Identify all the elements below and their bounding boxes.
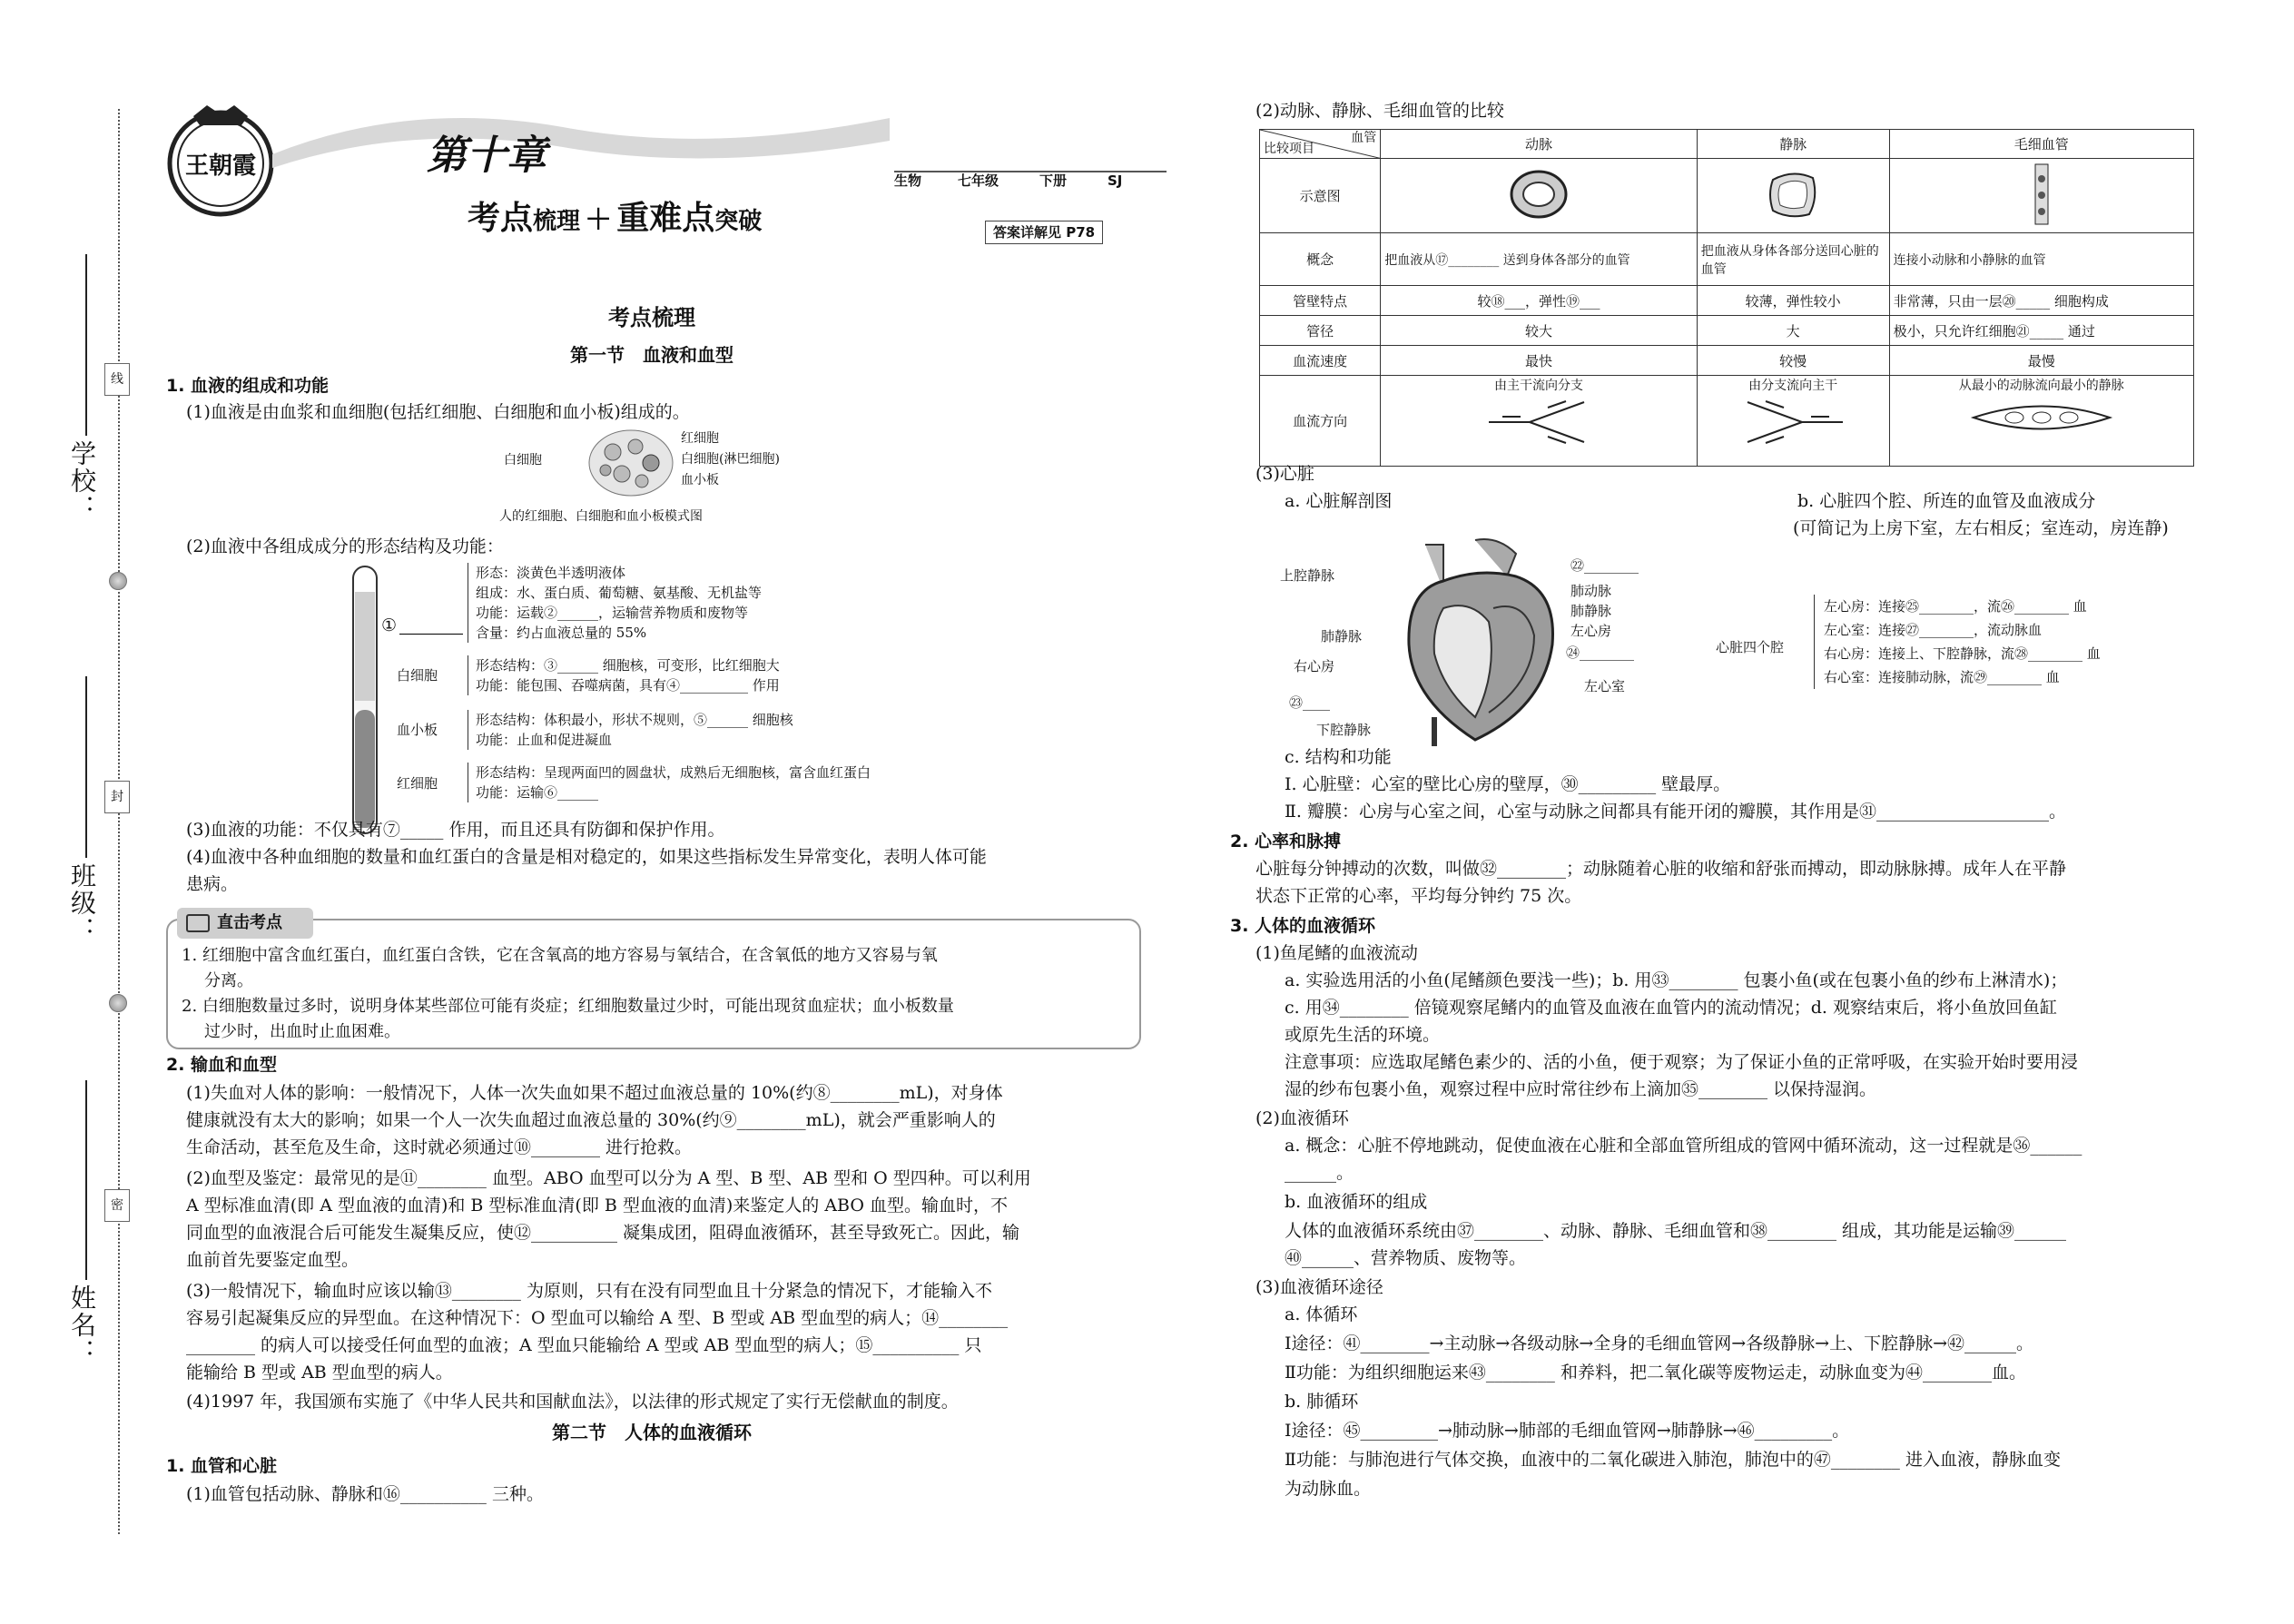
paragraph: Ⅰ途径：㊶________→主动脉→各级动脉→全身的毛细血管网→各级静脉→上、下腔静脉→㊷______。 <box>1285 1334 2034 1353</box>
paragraph: Ⅰ. 心脏壁：心室的壁比心房的壁厚，㉚_________ 壁最厚。 <box>1285 774 1731 794</box>
figure-caption: 人的红细胞、白细胞和血小板模式图 <box>499 509 703 524</box>
label-white-cell: 白细胞 <box>504 453 542 468</box>
row-label: 管径 <box>1260 316 1381 346</box>
paragraph: 湿的纱布包裹小鱼，观察过程中应时常往纱布上滴加㉟________ 以保持湿润。 <box>1285 1079 1877 1099</box>
paragraph: Ⅱ. 瓣膜：心房与心室之间，心室与动脉之间都具有能开闭的瓣膜，其作用是㉛____________________。 <box>1285 802 2066 822</box>
wbc-details: 形态结构：③______ 细胞核，可变形，比红细胞大 功能：能包围、吞噬病菌，具有④__________ 作用 <box>468 655 780 695</box>
paragraph: (1)失血对人体的影响：一般情况下，人体一次失血如果不超过血液总量的 10%(约⑧________mL)，对身体 <box>186 1083 1003 1103</box>
paragraph: (4)血液中各种血细胞的数量和血红蛋白的含量是相对稳定的，如果这些指标发生异常变化，表明人体可能 <box>186 847 987 867</box>
paragraph: 同血型的血液混合后可能发生凝集反应，使⑫__________ 凝集成团，阻碍血液循环，甚至导致死亡。因此，输 <box>186 1223 1020 1243</box>
paragraph: 生命活动，甚至危及生命，这时就必须通过⑩________ 进行抢救。 <box>186 1137 693 1157</box>
blood-cells-figure <box>586 427 676 499</box>
hole-icon <box>109 572 127 590</box>
paragraph: b. 肺循环 <box>1285 1392 1359 1412</box>
artery-flow-cell: 由主干流向分支 <box>1381 376 1697 467</box>
row-label: 示意图 <box>1260 159 1381 233</box>
vein-flow-cell: 由分支流向主干 <box>1697 376 1889 467</box>
rbc-details: 形态结构：呈现两面凹的圆盘状，成熟后无细胞核，富含血红蛋白 功能：运输⑥______ <box>468 763 871 802</box>
paragraph: 或原先生活的环境。 <box>1285 1025 1441 1045</box>
label-left-ventricle: 左心室 <box>1584 678 1626 694</box>
paragraph: 患病。 <box>186 874 239 894</box>
tip-text: 分离。 <box>204 971 253 990</box>
page-subtitle: 考点梳理 ＋ 重难点突破 <box>468 200 763 237</box>
label-inferior-vena-cava: 下腔静脉 <box>1316 722 1372 738</box>
artery-diagram <box>1381 159 1697 233</box>
heading-blood-composition: 1. 血液的组成和功能 <box>166 376 330 396</box>
paragraph: (2)血型及鉴定：最常见的是⑪________ 血型。ABO 血型可以分为 A 型、B 型、AB 型和 O 型四种。可以利用 <box>186 1168 1031 1188</box>
heading-circulation: 3. 人体的血液循环 <box>1230 916 1376 936</box>
label-blank-23: ㉓____ <box>1289 694 1331 711</box>
paragraph: (4)1997 年，我国颁布实施了《中华人民共和国献血法》，以法律的形式规定了实行无偿献血的制度。 <box>186 1392 959 1412</box>
table-cell: 较⑱___，弹性⑲___ <box>1381 286 1697 316</box>
section1-title: 第一节 血液和血型 <box>570 344 733 366</box>
school-field[interactable] <box>85 254 87 436</box>
paragraph: (1)血液是由血浆和血细胞(包括红细胞、白细胞和血小板)组成的。 <box>186 402 690 422</box>
plasma-details: 形态：淡黄色半透明液体 组成：水、蛋白质、葡萄糖、氨基酸、无机盐等 功能：运载②______，运输营养物质和废物等 含量：约占血液总量的 55% <box>468 563 762 643</box>
label-lymphocyte: 白细胞(淋巴细胞) <box>681 452 780 467</box>
heart-mnemonic: (可简记为上房下室，左右相反；室连动，房连静) <box>1793 518 2169 538</box>
row-label: 血流速度 <box>1260 346 1381 376</box>
label-red-cell: 红细胞 <box>681 431 719 446</box>
heading-vessels: 1. 血管和心脏 <box>166 1456 278 1476</box>
table-cell: 最快 <box>1381 346 1697 376</box>
test-tube-figure <box>350 565 380 837</box>
table-cell: 较薄，弹性较小 <box>1697 286 1889 316</box>
label-superior-vena-cava: 上腔静脉 <box>1280 567 1335 584</box>
paragraph: a. 概念：心脏不停地跳动，促使血液在心脏和全部血管所组成的管网中循环流动，这一过程就是㊱______ <box>1285 1136 2082 1156</box>
label-pulmonary-artery: 肺动脉 <box>1570 583 1612 599</box>
column-header: 静脉 <box>1697 130 1889 159</box>
paragraph: c. 结构和功能 <box>1285 747 1392 767</box>
paragraph: 心脏每分钟搏动的次数，叫做㉜________；动脉随着心脏的收缩和舒张而搏动，即动脉脉搏。成年人在平静 <box>1255 859 2067 879</box>
name-label: 姓名： <box>67 1284 97 1366</box>
column-header: 动脉 <box>1381 130 1697 159</box>
chambers-label: 心脏四个腔 <box>1716 639 1785 655</box>
vein-diagram <box>1697 159 1889 233</box>
artery-icon <box>1507 167 1570 221</box>
section-title: 考点梳理 <box>608 305 695 330</box>
heading-heart-rate: 2. 心率和脉搏 <box>1230 832 1342 851</box>
paragraph: Ⅱ功能：为组织细胞运来㊸________ 和养料，把二氧化碳等废物运走，动脉血变为㊹________血。 <box>1285 1363 2026 1383</box>
table-corner-cell: 血管 比较项目 <box>1260 130 1381 159</box>
branching-arrow-icon <box>1484 395 1593 449</box>
tip-text: 1. 红细胞中富含血红蛋白，血红蛋白含铁，它在含氧高的地方容易与氧结合，在含氧低的地方又容易与氧 <box>182 946 938 965</box>
logo-text: 王朝霞 <box>184 153 256 180</box>
volume-tag: 下册 <box>1039 172 1068 189</box>
paragraph: (2)血液中各组成成分的形态结构及功能： <box>186 536 504 556</box>
paragraph: 注意事项：应选取尾鳍色素少的、活的小鱼，便于观察；为了保证小鱼的正常呼吸，在实验开始时要用浸 <box>1285 1052 2079 1072</box>
class-field[interactable] <box>85 676 87 858</box>
paragraph: (1)鱼尾鳍的血液流动 <box>1255 943 1418 963</box>
capillary-diagram <box>1889 159 2193 233</box>
plt-label: 血小板 <box>397 722 438 738</box>
school-label: 学校： <box>67 440 97 522</box>
paragraph: 健康就没有太大的影响；如果一个人一次失血超过血液总量的 30%(约⑨________mL)，就会严重影响人的 <box>186 1110 996 1130</box>
paragraph: Ⅰ途径：㊺_________→肺动脉→肺部的毛细血管网→肺静脉→㊻_________。 <box>1285 1421 1850 1441</box>
table-title: (2)动脉、静脉、毛细血管的比较 <box>1255 101 1504 121</box>
chapter-title: 第十章 <box>427 133 546 179</box>
paragraph: ______。 <box>1285 1163 1354 1183</box>
vein-icon <box>1766 167 1820 221</box>
vessel-comparison-table <box>1259 129 2194 467</box>
rbc-label: 红细胞 <box>397 775 438 792</box>
merging-arrow-icon <box>1738 395 1847 449</box>
table-cell: 把血液从⑰________ 送到身体各部分的血管 <box>1381 233 1697 286</box>
plt-details: 形态结构：体积最小，形状不规则，⑤______ 细胞核 功能：止血和促进凝血 <box>468 710 793 750</box>
paragraph: (3)血液循环途径 <box>1255 1277 1383 1297</box>
edition-tag: SJ <box>1108 172 1123 189</box>
answer-reference: 答案详解见 P78 <box>985 221 1103 244</box>
section2-title: 第二节 人体的血液循环 <box>552 1422 752 1443</box>
heart-diagram <box>1389 536 1570 749</box>
seal-mi: 密 <box>104 1189 130 1222</box>
hole-icon <box>109 994 127 1012</box>
paragraph: ㊵______、营养物质、废物等。 <box>1285 1248 1527 1268</box>
paragraph: a. 体循环 <box>1285 1304 1358 1324</box>
paragraph: 能输给 B 型或 AB 型血型的病人。 <box>186 1363 453 1383</box>
header-rule <box>894 171 1167 172</box>
class-label: 班级： <box>67 862 97 944</box>
paragraph: c. 用㉞________ 倍镜观察尾鳍内的血管及血液在血管内的流动情况；d. 观察结束后，将小鱼放回鱼缸 <box>1285 998 2058 1018</box>
paragraph: ________ 的病人可以接受任何血型的血液；A 型血只能输给 A 型或 AB 型血型的病人；⑮__________ 只 <box>186 1335 982 1355</box>
paragraph: (2)血液循环 <box>1255 1108 1349 1128</box>
table-cell: 大 <box>1697 316 1889 346</box>
row-label: 管壁特点 <box>1260 286 1381 316</box>
paragraph: (3)血液的功能：不仅具有⑦_____ 作用，而且还具有防御和保护作用。 <box>186 820 725 840</box>
row-label: 血流方向 <box>1260 376 1381 467</box>
brand-logo <box>162 100 280 218</box>
capillary-flow-cell: 从最小的动脉流向最小的静脉 <box>1889 376 2193 467</box>
header-ribbon <box>272 91 908 172</box>
label-left-atrium: 左心房 <box>1570 623 1612 639</box>
heart-sub-b: b. 心脏四个腔、所连的血管及血液成分 <box>1797 491 2096 511</box>
table-cell: 较大 <box>1381 316 1697 346</box>
table-cell: 极小，只允许红细胞㉑_____ 通过 <box>1889 316 2193 346</box>
table-cell: 非常薄，只由一层⑳_____ 细胞构成 <box>1889 286 2193 316</box>
grade-tag: 七年级 <box>958 172 999 189</box>
label-right-atrium: 右心房 <box>1294 658 1335 674</box>
book-icon <box>186 914 210 932</box>
table-cell: 连接小动脉和小静脉的血管 <box>1889 233 2193 286</box>
seal-xian: 线 <box>104 363 130 396</box>
label-pulmonary-veins: 肺静脉 <box>1570 603 1612 619</box>
chambers-list: 左心房：连接㉕________，流㉖________ 血 左心室：连接㉗________，流动脉血 右心房：连接上、下腔静脉，流㉘________ 血 右心室：连接肺动脉，流㉙________ 血 <box>1814 595 2101 689</box>
heart-heading: (3)心脏 <box>1255 464 1314 484</box>
paragraph: 容易引起凝集反应的异型血。在这种情况下：O 型血可以输给 A 型、B 型或 AB 型血型的病人；⑭________ <box>186 1308 1009 1328</box>
name-field[interactable] <box>85 1080 87 1280</box>
paragraph: A 型标准血清(即 A 型血液的血清)和 B 型标准血清(即 B 型血液的血清)来鉴定人的 ABO 血型。输血时，不 <box>186 1196 1008 1216</box>
heading-transfusion: 2. 输血和血型 <box>166 1055 278 1075</box>
paragraph: (3)一般情况下，输血时应该以输⑬________ 为原则，只有在没有同型血且十分紧急的情况下，才能输入不 <box>186 1281 992 1301</box>
paragraph: a. 实验选用活的小鱼(尾鳍颜色要浅一些)；b. 用㉝________ 包裹小鱼(或在包裹小鱼的纱布上淋清水)； <box>1285 970 2068 990</box>
binding-dotted-line <box>118 109 120 1534</box>
paragraph: 状态下正常的心率，平均每分钟约 75 次。 <box>1255 886 1582 906</box>
table-cell: 最慢 <box>1889 346 2193 376</box>
seal-feng: 封 <box>104 781 130 813</box>
paragraph: 血前首先要鉴定血型。 <box>186 1250 359 1270</box>
key-points-tab: 直击考点 <box>177 908 313 939</box>
paragraph: b. 血液循环的组成 <box>1285 1192 1428 1212</box>
capillary-icon <box>2028 162 2055 226</box>
column-header: 毛细血管 <box>1889 130 2193 159</box>
paragraph: (1)血管包括动脉、静脉和⑯__________ 三种。 <box>186 1484 544 1504</box>
blank-line <box>399 634 463 635</box>
label-blank-24: ㉔________ <box>1566 645 1635 661</box>
subject-tag: 生物 <box>894 172 922 189</box>
table-cell: 把血液从身体各部分送回心脏的血管 <box>1697 233 1889 286</box>
heart-sub-a: a. 心脏解剖图 <box>1285 491 1393 511</box>
label-pulmonary-vein-left: 肺静脉 <box>1321 628 1363 645</box>
label-blank-22: ㉒________ <box>1570 557 1639 574</box>
paragraph: 人体的血液循环系统由㊲________、动脉、静脉、毛细血管和㊳________ 组成，其功能是运输㊴______ <box>1285 1221 2067 1241</box>
label-platelet: 血小板 <box>681 473 719 487</box>
wbc-label: 白细胞 <box>397 667 438 684</box>
plasma-blank: ① <box>381 615 398 635</box>
paragraph: Ⅱ功能：与肺泡进行气体交换，血液中的二氧化碳进入肺泡，肺泡中的㊼________ 进入血液，静脉血变 <box>1285 1450 2061 1470</box>
table-cell: 较慢 <box>1697 346 1889 376</box>
tip-text: 过少时，出血时止血困难。 <box>204 1022 400 1041</box>
paragraph: 为动脉血。 <box>1285 1479 1372 1499</box>
tip-text: 2. 白细胞数量过多时，说明身体某些部位可能有炎症；红细胞数量过少时，可能出现贫血症状；血小板数量 <box>182 997 954 1016</box>
capillary-flow-icon <box>1969 395 2114 440</box>
row-label: 概念 <box>1260 233 1381 286</box>
